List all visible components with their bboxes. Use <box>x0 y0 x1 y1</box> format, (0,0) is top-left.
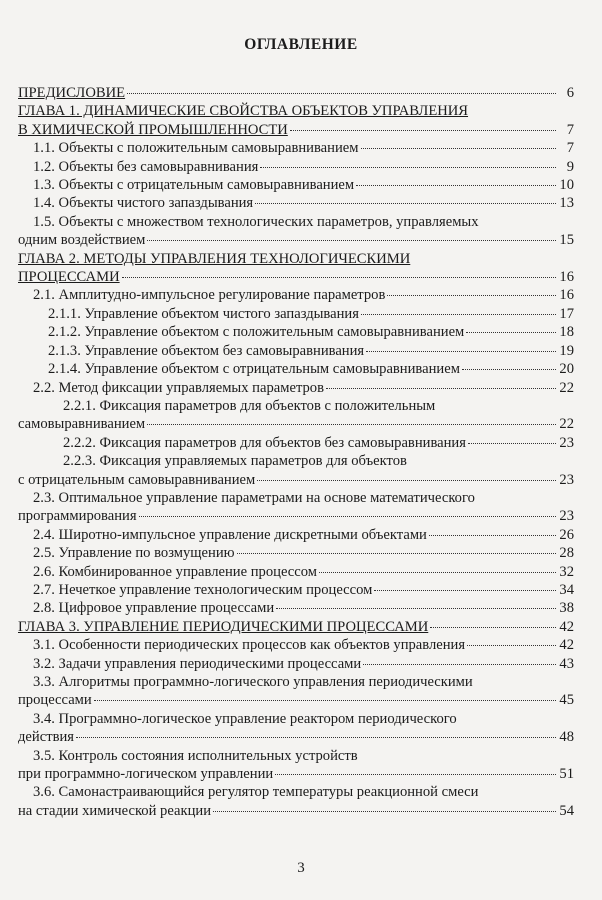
toc-entry-page: 42 <box>559 618 574 635</box>
dot-leader <box>275 774 556 775</box>
toc-entry-row <box>18 581 574 599</box>
toc-entry[interactable] <box>18 213 574 250</box>
toc-entry[interactable] <box>18 194 574 212</box>
toc-entry-page: 17 <box>559 305 574 322</box>
toc-entry-title: 1.2. Объекты без самовыравнивания <box>33 158 259 175</box>
toc-entry-title: процессами <box>18 692 92 709</box>
toc-entry-line: ГЛАВА 2. МЕТОДЫ УПРАВЛЕНИЯ ТЕХНОЛОГИЧЕСКИМИ <box>18 250 411 267</box>
toc-entry[interactable] <box>18 673 574 710</box>
toc-entry-title: ПРОЦЕССАМИ <box>18 269 120 286</box>
toc-entry-page: 32 <box>559 563 574 580</box>
toc-entry-page: 54 <box>559 802 574 819</box>
toc-entry-title: 3.2. Задачи управления периодическими процессами <box>33 655 362 672</box>
dot-leader <box>430 627 556 628</box>
toc-entry-page: 23 <box>559 434 574 451</box>
toc-entry-title: 2.7. Нечеткое управление технологическим процессом <box>33 581 373 598</box>
toc-entry-title: действия <box>18 729 74 746</box>
toc-entry[interactable] <box>18 158 574 176</box>
toc-entry-title: 3.1. Особенности периодических процессов как объектов управления <box>33 637 466 654</box>
dot-leader <box>363 664 556 665</box>
toc-entry[interactable] <box>18 655 574 673</box>
dot-leader <box>462 369 556 370</box>
dot-leader <box>276 608 556 609</box>
toc-entry-line: 2.3. Оптимальное управление параметрами на основе математического <box>33 489 475 506</box>
toc-entry[interactable] <box>18 342 574 360</box>
dot-leader <box>127 93 556 94</box>
dot-leader <box>260 167 556 168</box>
toc-entry[interactable] <box>18 489 574 526</box>
toc-entry-page: 13 <box>559 195 574 212</box>
toc-entry-line: 3.5. Контроль состояния исполнительных устройств <box>33 747 358 764</box>
toc-entry[interactable] <box>18 710 574 747</box>
toc-entry-title: 2.1.1. Управление объектом чистого запаздывания <box>48 305 359 322</box>
toc-entry-line: 3.3. Алгоритмы программно-логического управления периодическими <box>33 674 473 690</box>
dot-leader <box>76 737 556 738</box>
toc-entry[interactable] <box>18 599 574 617</box>
toc-entry-title: на стадии химической реакции <box>18 802 212 819</box>
toc-entry-page: 45 <box>559 692 574 709</box>
toc-entry-row <box>18 655 574 673</box>
dot-leader <box>361 148 557 149</box>
toc-entry-title: ГЛАВА 3. УПРАВЛЕНИЕ ПЕРИОДИЧЕСКИМИ ПРОЦЕССАМИ <box>18 618 429 635</box>
toc-entry-title: одним воздействием <box>18 232 146 249</box>
toc-entry[interactable] <box>18 176 574 194</box>
dot-leader <box>466 332 556 333</box>
toc-entry-title: 1.1. Объекты с положительным самовыравниванием <box>33 140 359 157</box>
dot-leader <box>366 351 556 352</box>
toc-entry-page: 20 <box>559 361 574 378</box>
toc-entry[interactable] <box>18 563 574 581</box>
toc-entry[interactable] <box>18 581 574 599</box>
toc-entry-line: 2.2.1. Фиксация параметров для объектов с положительным <box>63 397 436 414</box>
toc-entry[interactable] <box>18 305 574 323</box>
toc-entry-row <box>18 121 574 139</box>
dot-leader <box>257 480 556 481</box>
toc-entry[interactable] <box>18 250 574 287</box>
dot-leader <box>147 240 556 241</box>
toc-entry[interactable] <box>18 452 574 489</box>
toc-entry-row <box>18 599 574 617</box>
toc-entry-title: с отрицательным самовыравниванием <box>18 471 256 488</box>
dot-leader <box>467 645 556 646</box>
toc-entry-title: 2.5. Управление по возмущению <box>33 545 235 562</box>
toc-entry-page: 42 <box>559 637 574 654</box>
toc-entry-page: 48 <box>559 729 574 746</box>
toc-entry-page: 19 <box>559 342 574 359</box>
toc-entry-title: 1.3. Объекты с отрицательным самовыравниванием <box>33 177 355 194</box>
toc-entry-page: 16 <box>559 269 574 286</box>
toc-entry[interactable] <box>18 102 574 139</box>
toc-entry-row <box>18 360 574 378</box>
toc-entry-title: 2.1.3. Управление объектом без самовыравнивания <box>48 342 365 359</box>
toc-entry[interactable] <box>18 397 574 434</box>
dot-leader <box>468 443 556 444</box>
toc-entry-row <box>18 471 574 489</box>
toc-entry-page: 43 <box>559 655 574 672</box>
toc-entry-title: при программно-логическом управлении <box>18 766 274 783</box>
toc-entry-page: 15 <box>559 232 574 249</box>
dot-leader <box>290 130 556 131</box>
toc-entry-page: 18 <box>559 324 574 341</box>
toc-entry-page: 16 <box>559 287 574 304</box>
toc-entry-row <box>18 636 574 654</box>
toc-entry[interactable] <box>18 360 574 378</box>
dot-leader <box>94 700 556 701</box>
toc-entry-row <box>18 268 574 286</box>
dot-leader <box>147 424 556 425</box>
toc-entry-title: 2.1. Амплитудно-импульсное регулирование параметров <box>33 287 386 304</box>
page-number: 3 <box>297 860 305 876</box>
toc-entry-row <box>18 84 574 102</box>
dot-leader <box>356 185 556 186</box>
toc-entry-page: 7 <box>566 140 574 157</box>
toc-entry-page: 7 <box>566 121 574 138</box>
toc-entry-row <box>18 231 574 249</box>
toc-entry-title: В ХИМИЧЕСКОЙ ПРОМЫШЛЕННОСТИ <box>18 121 288 138</box>
toc-entry-row <box>18 802 574 820</box>
toc-entry-row <box>18 158 574 176</box>
toc-entry-page: 34 <box>559 581 574 598</box>
toc-entry-title: 1.4. Объекты чистого запаздывания <box>33 195 254 212</box>
toc-entry-page: 28 <box>559 545 574 562</box>
toc-entry[interactable] <box>18 379 574 397</box>
toc-entry-title: 2.1.2. Управление объектом с положительным самовыравниванием <box>48 324 465 341</box>
toc-entry-row <box>18 342 574 360</box>
toc-entry-page: 23 <box>559 471 574 488</box>
toc-entry-title: 2.6. Комбинированное управление процессом <box>33 563 317 580</box>
toc-entry-title: 2.2.2. Фиксация параметров для объектов без самовыравнивания <box>63 434 466 451</box>
toc-entry[interactable] <box>18 286 574 304</box>
toc-title: ОГЛАВЛЕНИЕ <box>244 36 358 53</box>
toc-entry-line: ГЛАВА 1. ДИНАМИЧЕСКИЕ СВОЙСТВА ОБЪЕКТОВ УПРАВЛЕНИЯ <box>18 103 469 120</box>
toc-entry-row <box>18 286 574 304</box>
toc-entry-row <box>18 194 574 212</box>
toc-entry-page: 10 <box>559 177 574 194</box>
toc-entry-page: 6 <box>566 85 574 101</box>
toc-entry-line: 3.4. Программно-логическое управление реактором периодического <box>33 710 457 727</box>
toc-entry-row <box>18 507 574 525</box>
toc-entry-row <box>18 618 574 636</box>
toc-entry-row <box>18 544 574 562</box>
toc-entry-row <box>18 323 574 341</box>
toc-entry-page: 26 <box>559 526 574 543</box>
toc-entry[interactable] <box>18 783 574 820</box>
dot-leader <box>319 572 556 573</box>
toc-entry-page: 9 <box>566 158 574 175</box>
toc-entry-page: 51 <box>559 766 574 783</box>
toc-entry-row <box>18 176 574 194</box>
toc-entry[interactable] <box>18 139 574 157</box>
toc-entry-page: 22 <box>559 416 574 433</box>
toc-entry-title: 2.2. Метод фиксации управляемых параметров <box>33 379 324 396</box>
toc-entry-title: программирования <box>18 508 137 525</box>
toc-entry[interactable] <box>18 323 574 341</box>
toc-entry[interactable] <box>18 618 574 636</box>
toc-entry-page: 23 <box>559 508 574 525</box>
toc-entry-row <box>18 434 574 452</box>
toc-entry-page: 22 <box>559 379 574 396</box>
toc-entry-row <box>18 563 574 581</box>
toc-entry-title: 2.4. Широтно-импульсное управление дискретными объектами <box>33 526 427 543</box>
dot-leader <box>429 535 556 536</box>
toc-entry-row <box>18 139 574 157</box>
toc-entry-line: 2.2.3. Фиксация управляемых параметров для объектов <box>63 453 407 470</box>
toc-entry[interactable] <box>18 636 574 654</box>
dot-leader <box>139 516 556 517</box>
toc-entry-title: 2.8. Цифровое управление процессами <box>33 600 275 617</box>
dot-leader <box>374 590 556 591</box>
dot-leader <box>122 277 556 278</box>
toc-entry-row <box>18 728 574 746</box>
toc-entry-row <box>18 765 574 783</box>
table-of-contents <box>18 84 574 820</box>
toc-entry-page: 38 <box>559 600 574 617</box>
toc-entry[interactable] <box>18 526 574 544</box>
toc-entry[interactable] <box>18 544 574 562</box>
toc-entry[interactable] <box>18 84 574 102</box>
dot-leader <box>237 553 556 554</box>
toc-entry-line: 3.6. Самонастраивающийся регулятор температуры реакционной смеси <box>33 784 479 801</box>
toc-entry-row <box>18 691 574 709</box>
dot-leader <box>326 388 556 389</box>
toc-entry-row <box>18 379 574 397</box>
toc-entry[interactable] <box>18 434 574 452</box>
toc-entry-line: 1.5. Объекты с множеством технологических параметров, управляемых <box>33 213 479 230</box>
dot-leader <box>213 811 556 812</box>
toc-entry-title: ПРЕДИСЛОВИЕ <box>18 85 126 101</box>
toc-entry-row <box>18 415 574 433</box>
toc-entry-row <box>18 526 574 544</box>
dot-leader <box>255 203 556 204</box>
toc-entry[interactable] <box>18 747 574 784</box>
dot-leader <box>361 314 556 315</box>
toc-entry-title: самовыравниванием <box>18 416 146 433</box>
toc-entry-title: 2.1.4. Управление объектом с отрицательным самовыравниванием <box>48 361 460 378</box>
toc-entry-row <box>18 305 574 323</box>
dot-leader <box>387 295 556 296</box>
